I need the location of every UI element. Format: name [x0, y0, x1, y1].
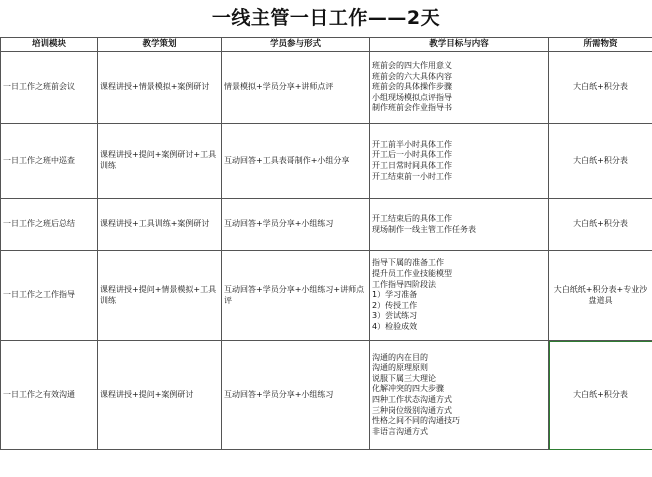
- header-participation: 学员参与形式: [222, 38, 370, 52]
- module-cell: 一日工作之班前会议: [1, 52, 98, 124]
- content-line: 班前会的六大具体内容: [372, 71, 452, 81]
- content-line: 沟通的内在目的: [372, 352, 428, 362]
- strategy-cell: 课程讲授+工具训练+案例研讨: [98, 199, 222, 251]
- strategy-cell: 课程讲授+情景模拟+案例研讨: [98, 52, 222, 124]
- content-line: 说服下属三大理论: [372, 373, 436, 383]
- module-cell: 一日工作之有效沟通: [1, 341, 98, 450]
- table-row: [1, 52, 652, 124]
- content-line: 2）传授工作: [372, 300, 418, 310]
- strategy-cell: 课程讲授+提问+情景模拟+工具训练: [98, 251, 222, 341]
- content-line: 性格之间不同的沟通技巧: [372, 416, 460, 426]
- content-line: 小组现场模拟点评指导: [372, 92, 452, 102]
- content-line: 开工后一小时具体工作: [372, 150, 452, 160]
- content-cell: [370, 124, 549, 199]
- content-line: 非语言沟通方式: [372, 426, 428, 436]
- table-row: [1, 124, 652, 199]
- content-cell: [370, 52, 549, 124]
- materials-cell: 大白纸+积分表: [549, 52, 652, 124]
- header-strategy: 教学策划: [98, 38, 222, 52]
- content-line: 四种工作状态沟通方式: [372, 395, 452, 404]
- module-cell: 一日工作之班中巡查: [1, 124, 98, 199]
- header-row: [1, 38, 652, 52]
- materials-cell: 大白纸+积分表: [549, 199, 652, 251]
- participation-cell: 互动回答+工具表哥制作+小组分享: [222, 124, 370, 199]
- content-cell: [370, 251, 549, 341]
- participation-cell: 互动回答+学员分享+小组练习: [222, 341, 370, 450]
- content-line: 化解冲突的四大步骤: [372, 384, 444, 394]
- content-line: 工作指导四阶段法: [372, 279, 436, 289]
- content-line: 指导下属的准备工作: [372, 258, 444, 268]
- table-row: [1, 251, 652, 341]
- content-line: 提升员工作业技能模型: [372, 269, 452, 279]
- table-row: [1, 199, 652, 251]
- module-cell: 一日工作之工作指导: [1, 251, 98, 341]
- content-cell: [370, 341, 549, 450]
- header-materials: 所需物资: [549, 38, 652, 52]
- header-content: 教学目标与内容: [370, 38, 549, 52]
- content-line: 开工结束前一小时工作: [372, 171, 452, 181]
- content-line: 三种岗位级别沟通方式: [372, 405, 452, 415]
- content-line: 开工日常时间具体工作: [372, 161, 452, 170]
- content-line: 4）检验成效: [372, 321, 418, 331]
- participation-cell: 互动回答+学员分享+小组练习+讲师点评: [222, 251, 370, 341]
- content-line: 现场制作一线主管工作任务表: [372, 224, 476, 234]
- module-cell: 一日工作之班后总结: [1, 199, 98, 251]
- content-line: 开工前半小时具体工作: [372, 139, 452, 149]
- content-line: 班前会的四大作用意义: [372, 61, 452, 71]
- strategy-cell: 课程讲授+提问+案例研讨+工具训练: [98, 124, 222, 199]
- content-line: 1）学习准备: [372, 290, 418, 300]
- content-line: 3）尝试练习: [372, 311, 418, 321]
- materials-cell[interactable]: 大白纸+积分表: [549, 341, 652, 450]
- table-row: [1, 341, 652, 450]
- training-table: [0, 37, 652, 450]
- materials-cell: 大白纸+积分表: [549, 124, 652, 199]
- content-line: 开工结束后的具体工作: [372, 213, 452, 223]
- content-line: 制作班前会作业指导书: [372, 103, 452, 113]
- content-line: 班前会的具体操作步骤: [372, 82, 452, 92]
- strategy-cell: 课程讲授+提问+案例研讨: [98, 341, 222, 450]
- materials-cell: 大白纸纸+积分表+专业沙盘道具: [549, 251, 652, 341]
- content-cell: [370, 199, 549, 251]
- participation-cell: 情景模拟+学员分享+讲师点评: [222, 52, 370, 124]
- header-module: 培训模块: [1, 38, 98, 52]
- page-title: 一线主管一日工作——2天: [211, 7, 441, 29]
- participation-cell: 互动回答+学员分享+小组练习: [222, 199, 370, 251]
- content-line: 沟通的原理原则: [372, 363, 428, 373]
